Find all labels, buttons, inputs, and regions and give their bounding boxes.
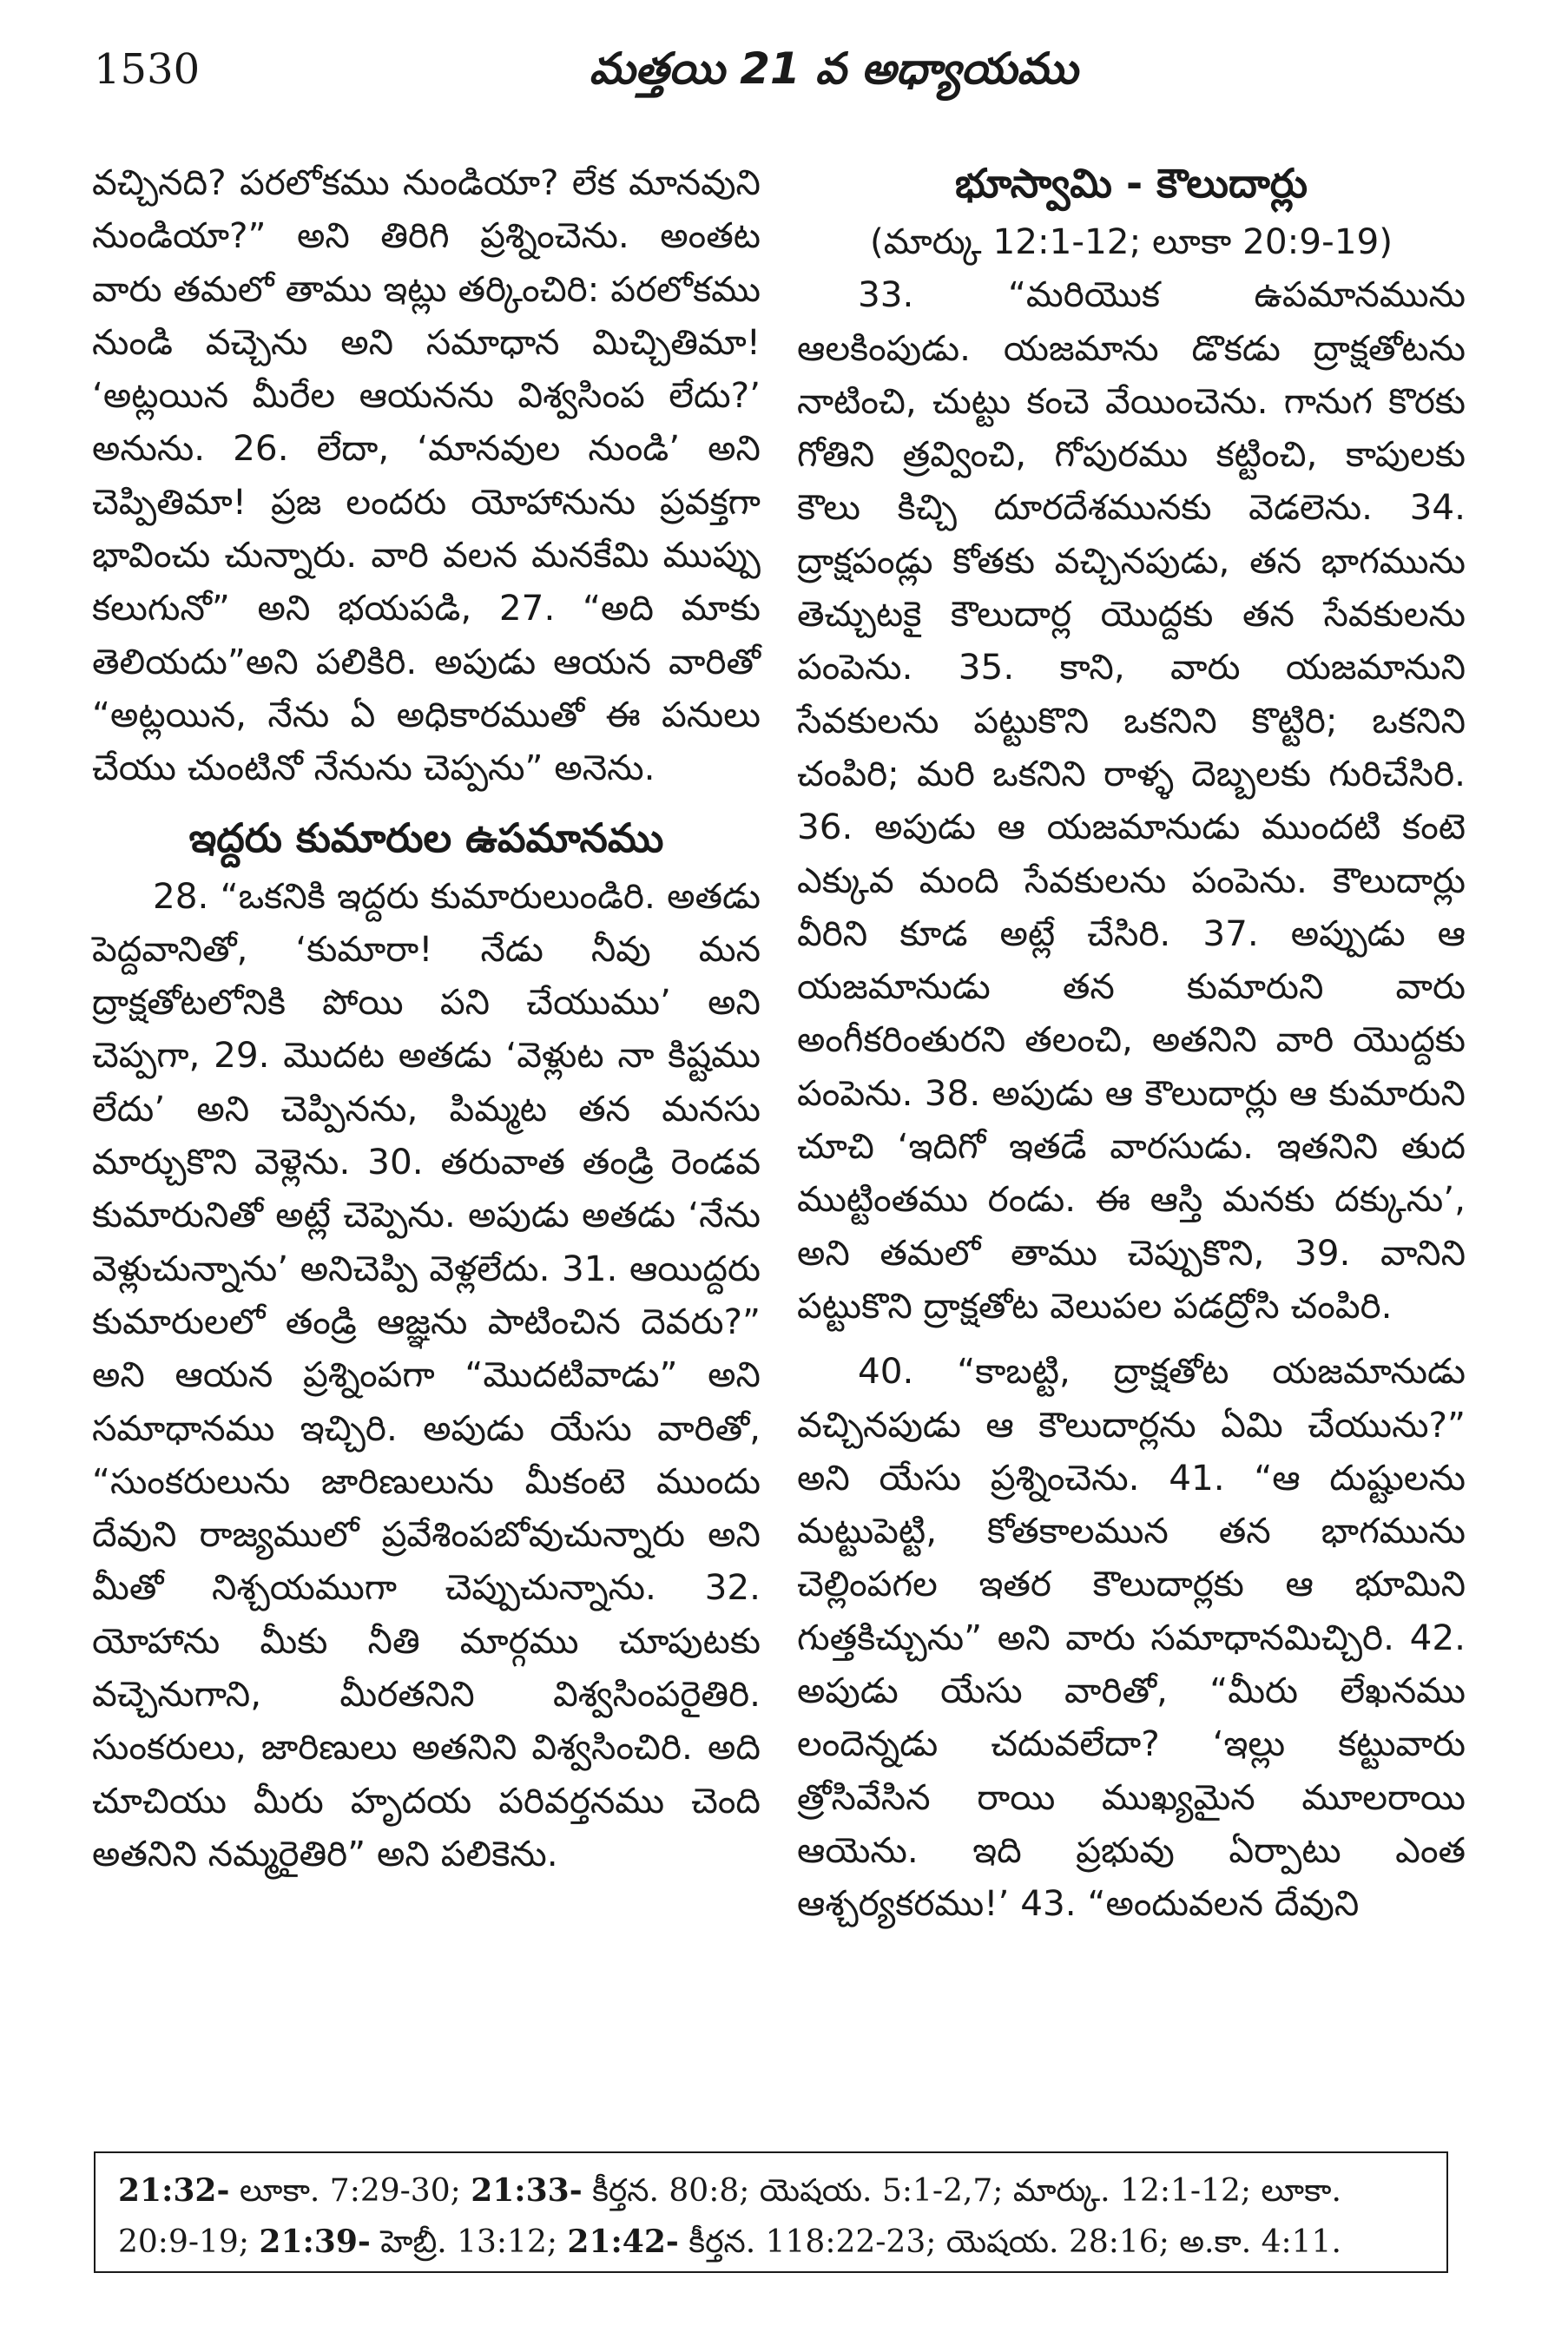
page-number: 1530 <box>94 45 201 94</box>
paragraph: వచ్చినది? పరలోకము నుండియా? లేక మానవుని నుండియా?” అని తిరిగి ప్రశ్నించెను. అంతట వారు తమలో తాము ఇట్లు తర్కించిరి: పరలోకము నుండి వచ్చెను అని సమాధాన మిచ్చితిమా! ‘అట్లయిన మీరేల ఆయనను విశ్వసింప లేదు?’ అనును. 26. లేదా, ‘మానవుల నుండి’ అని చెప్పితిమా! ప్రజ లందరు యోహానును ప్రవక్తగా భావించు చున్నారు. వారి వలన మనకేమి ముప్పు కలుగునో” అని భయపడి, 27. “అది మాకు తెలియదు”అని పలికిరి. అపుడు ఆయన వారితో “అట్లయిన, నేను ఏ అధికారముతో ఈ పనులు చేయు చుంటినో నేనును చెప్పను” అనెను. <box>92 161 761 789</box>
footnote-ref: 21:32- <box>118 2172 230 2209</box>
section-heading: భూస్వామి - కౌలుదార్లు <box>954 160 1308 207</box>
footnote-text: కీర్తన. 118:22-23; యెషయ. 28:16; అ.కా. 4:11. <box>678 2224 1341 2260</box>
running-head: మత్తయి 21 వ అధ్యాయము <box>589 43 1078 94</box>
footnote-text: లూకా. 7:29-30; <box>229 2173 471 2209</box>
paragraph: 33. “మరియొక ఉపమానమును ఆలకింపుడు. యజమాను డొకడు ద్రాక్షతోటను నాటించి, చుట్టు కంచె వేయించెను. గానుగ కొరకు గోతిని త్రవ్వించి, గోపురము కట్టించి, కాపులకు కౌలు కిచ్చి దూరదేశమునకు వెడలెను. 34. ద్రాక్షపండ్లు కోతకు వచ్చినపుడు, తన భాగమును తెచ్చుటకై కౌలుదార్ల యొద్దకు తన సేవకులను పంపెను. 35. కాని, వారు యజమానుని సేవకులను పట్టుకొని ఒకనిని కొట్టిరి; ఒకనిని చంపిరి; మరి ఒకనిని రాళ్ళ దెబ్బలకు గురిచేసిరి. 36. అపుడు ఆ యజమానుడు ముందటి కంటె ఎక్కువ మంది సేవకులను పంపెను. కౌలుదార్లు వీరిని కూడ అట్లే చేసిరి. 37. అప్పుడు ఆ యజమానుడు తన కుమారుని వారు అంగీకరింతురని తలంచి, అతనిని వారి యొద్దకు పంపెను. 38. అపుడు ఆ కౌలుదార్లు ఆ కుమారుని చూచి ‘ఇదిగో ఇతడే వారసుడు. ఇతనిని తుద ముట్టింతము రండు. ఈ ఆస్తి మనకు దక్కును’, అని తమలో తాము చెప్పుకొని, 39. వానిని పట్టుకొని ద్రాక్షతోట వెలుపల పడద్రోసి చంపిరి. <box>797 273 1466 1327</box>
footnote-ref: 21:42- <box>567 2224 679 2260</box>
left-column <box>92 156 761 1881</box>
footnote-text: కీర్తన. 80:8; యెషయ. 5:1-2,7; మార్కు. 12:1-12; లూకా. 20:9-19; <box>118 2173 1341 2260</box>
footnote-text: హెబ్రీ. 13:12; <box>370 2224 568 2260</box>
paragraph: 28. “ఒకనికి ఇద్దరు కుమారులుండిరి. అతడు పెద్దవానితో, ‘కుమారా! నేడు నీవు మన ద్రాక్షతోటలోనికి పోయి పని చేయుము’ అని చెప్పగా, 29. మొదట అతడు ‘వెళ్లుట నా కిష్టము లేదు’ అని చెప్పినను, పిమ్మట తన మనసు మార్చుకొని వెళ్లెను. 30. తరువాత తండ్రి రెండవ కుమారునితో అట్లే చెప్పెను. అపుడు అతడు ‘నేను వెళ్లుచున్నాను’ అనిచెప్పి వెళ్లలేదు. 31. ఆయిద్దరు కుమారులలో తండ్రి ఆజ్ఞను పాటించిన దెవరు?” అని ఆయన ప్రశ్నింపగా “మొదటివాడు” అని సమాధానము ఇచ్చిరి. అపుడు యేసు వారితో, “సుంకరులును జారిణులును మీకంటె ముందు దేవుని రాజ్యములో ప్రవేశింపబోవుచున్నారు అని మీతో నిశ్చయముగా చెప్పుచున్నాను. 32. యోహాను మీకు నీతి మార్గము చూపుటకు వచ్చెనుగాని, మీరతనిని విశ్వసింపరైతిరి. సుంకరులు, జారిణులు అతనిని విశ్వసించిరి. అది చూచియు మీరు హృదయ పరివర్తనము చెంది అతనిని నమ్మరైతిరి” అని పలికెను. <box>92 874 761 1874</box>
right-column <box>797 156 1466 1931</box>
section-heading: ఇద్దరు కుమారుల ఉపమానము <box>188 814 664 861</box>
footnote-ref: 21:33- <box>471 2172 583 2209</box>
parallel-reference: (మార్కు 12:1-12; లూకా 20:9-19) <box>869 221 1393 262</box>
footnote-ref: 21:39- <box>259 2224 371 2260</box>
paragraph: 40. “కాబట్టి, ద్రాక్షతోట యజమానుడు వచ్చినపుడు ఆ కౌలుదార్లను ఏమి చేయును?” అని యేసు ప్రశ్నించెను. 41. “ఆ దుష్టులను మట్టుపెట్టి, కోతకాలమున తన భాగమును చెల్లింపగల ఇతర కౌలుదార్లకు ఆ భూమిని గుత్తకిచ్చును” అని వారు సమాధానమిచ్చిరి. 42. అపుడు యేసు వారితో, “మీరు లేఖనము లందెన్నడు చదువలేదా? ‘ఇల్లు కట్టువారు త్రోసివేసిన రాయి ముఖ్యమైన మూలరాయి ఆయెను. ఇది ప్రభువు ఏర్పాటు ఎంత ఆశ్చర్యకరము!’ 43. “అందువలన దేవుని <box>797 1350 1466 1925</box>
cross-reference-box <box>94 2151 1448 2273</box>
